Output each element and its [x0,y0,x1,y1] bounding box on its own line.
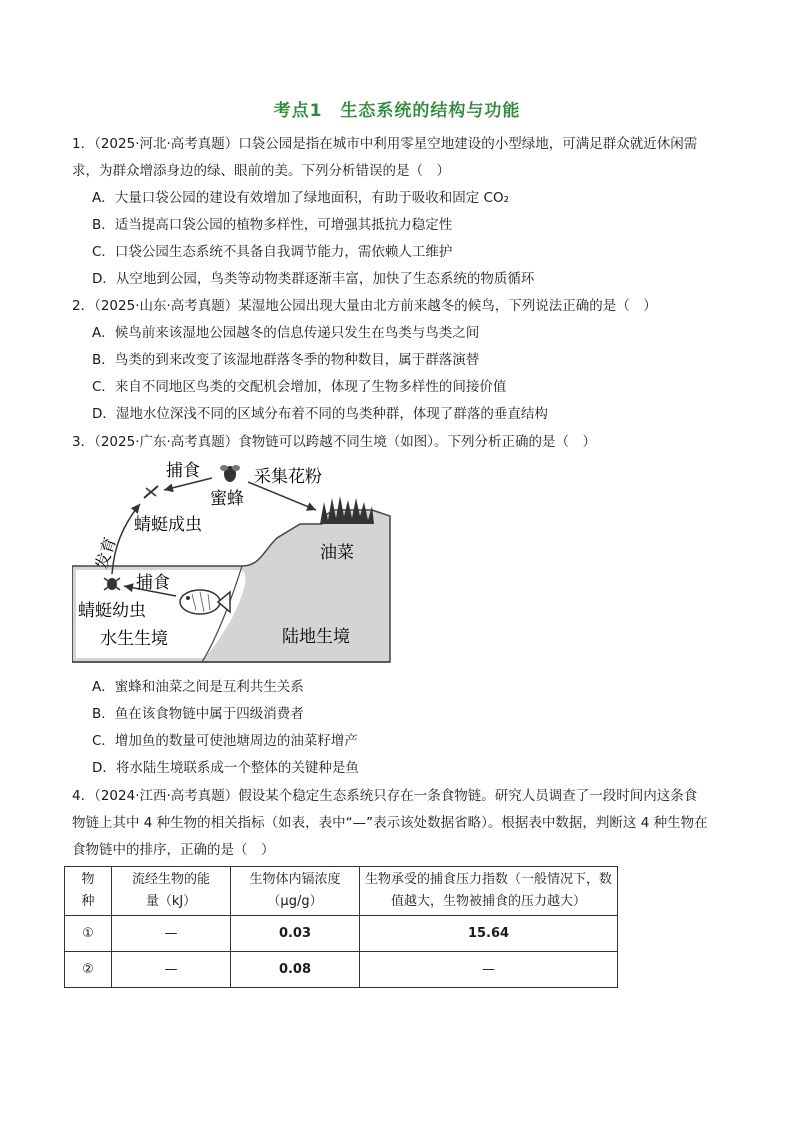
q2-option-d[interactable]: D．湿地水位深浅不同的区域分布着不同的鸟类种群，体现了群落的垂直结构 [92,406,548,422]
q3-stem-line1: 3．（2025·广东·高考真题）食物链可以跨越不同生境（如图）。下列分析正确的是（ ） [72,434,597,450]
label-collect: 采集花粉 [254,467,322,487]
table-row [65,916,618,952]
label-larva: 蜻蜓幼虫 [78,601,146,621]
q1-option-d[interactable]: D．从空地到公园，鸟类等动物类群逐渐丰富，加快了生态系统的物质循环 [92,271,535,287]
cell-species: ② [65,952,112,988]
food-chain-figure [72,458,394,668]
q1-option-c[interactable]: C．口袋公园生态系统不具备自我调节能力，需依赖人工维护 [92,244,453,260]
q3-option-c[interactable]: C．增加鱼的数量可使池塘周边的油菜籽增产 [92,733,358,749]
header-pressure-line2: 值越大，生物被捕食的压力越大） [390,894,586,909]
q2-option-a[interactable]: A．候鸟前来该湿地公园越冬的信息传递只发生在鸟类与鸟类之间 [92,325,480,341]
cell-cadmium: 0.08 [231,952,360,988]
label-adult: 蜻蜓成虫 [134,515,202,535]
q4-stem-line2: 物链上其中 4 种生物的相关指标（如表，表中“—”表示该处数据省略）。根据表中数据，判断这 4 种生物在 [72,815,708,831]
header-cadmium-line2: （μg/g） [267,894,323,909]
label-rape: 油菜 [320,543,354,563]
header-species [65,867,112,916]
cell-species: ① [65,916,112,952]
header-cadmium [231,867,360,916]
data-table [64,866,618,988]
q4-stem-line3: 食物链中的排序，正确的是（ ） [72,842,275,858]
cell-energy: — [112,916,231,952]
header-pressure [360,867,618,916]
q1-option-b[interactable]: B．适当提高口袋公园的植物多样性，可增强其抵抗力稳定性 [92,217,453,233]
q2-option-c[interactable]: C．来自不同地区鸟类的交配机会增加，体现了生物多样性的间接价值 [92,379,507,395]
cell-cadmium: 0.03 [231,916,360,952]
header-species-line1: 物 [81,872,95,887]
label-prey-bottom: 捕食 [136,573,170,593]
q1-option-a[interactable]: A．大量口袋公园的建设有效增加了绿地面积，有助于吸收和固定 CO₂ [92,190,509,206]
header-species-line2: 种 [81,894,95,909]
header-cadmium-line1: 生物体内镉浓度 [249,872,341,887]
header-energy [112,867,231,916]
adult-dragonfly-icon [144,486,158,498]
bee-icon [220,465,240,482]
cell-energy: — [112,952,231,988]
q3-option-b[interactable]: B．鱼在该食物链中属于四级消费者 [92,706,304,722]
cell-pressure: — [360,952,618,988]
header-energy-line2: 量（kJ） [145,894,197,909]
q1-stem-line2: 求，为群众增添身边的绿、眼前的美。下列分析错误的是（ ） [72,163,450,179]
header-pressure-line1: 生物承受的捕食压力指数（一般情况下，数 [364,872,612,887]
q2-option-b[interactable]: B．鸟类的到来改变了该湿地群落冬季的物种数目，属于群落演替 [92,352,480,368]
table-row [65,952,618,988]
cell-pressure: 15.64 [360,916,618,952]
label-prey-top: 捕食 [166,461,200,481]
label-bee: 蜜蜂 [210,489,244,509]
label-develop: 发育 [91,534,120,572]
label-aquatic: 水生生境 [100,629,168,649]
table-header-row [65,867,618,916]
q2-stem-line1: 2．（2025·山东·高考真题）某湿地公园出现大量由北方前来越冬的候鸟，下列说法正确的是（ ） [72,298,657,314]
label-land: 陆地生境 [282,627,350,647]
q3-option-a[interactable]: A．蜜蜂和油菜之间是互利共生关系 [92,679,304,695]
q1-stem-line1: 1．（2025·河北·高考真题）口袋公园是指在城市中利用零星空地建设的小型绿地，可满足群众就近休闲需 [72,136,698,152]
q3-option-d[interactable]: D．将水陆生境联系成一个整体的关键种是鱼 [92,760,359,776]
q4-stem-line1: 4．（2024·江西·高考真题）假设某个稳定生态系统只存在一条食物链。研究人员调查了一段时间内这条食 [72,788,698,804]
page-title: 考点1 生态系统的结构与功能 [273,101,521,121]
header-energy-line1: 流经生物的能 [131,872,210,887]
